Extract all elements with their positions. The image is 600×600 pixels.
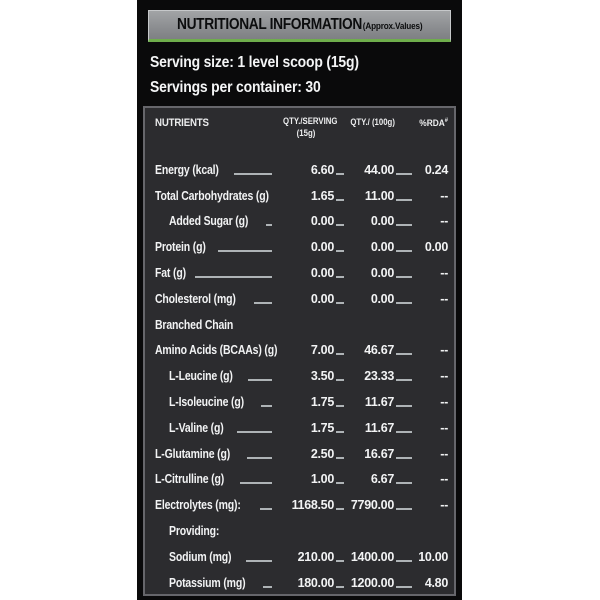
rda-percent-value: -- [440, 369, 448, 384]
leader-line [336, 457, 344, 459]
nutrient-label-cell [155, 369, 278, 384]
qty-per-100g-value: 0.00 [370, 291, 394, 306]
leader-line [396, 250, 412, 252]
table-body [155, 152, 448, 591]
leader-line [336, 431, 344, 433]
qty-per-serving-value: 1.75 [310, 394, 334, 409]
table-row [155, 462, 448, 488]
table-row [155, 565, 448, 591]
rda-percent-value: -- [440, 214, 448, 229]
leader-line [396, 560, 412, 562]
qty-per-100g-value: 11.67 [364, 394, 394, 409]
leader-line [396, 379, 412, 381]
qty-per-100g-value: 16.67 [364, 446, 394, 461]
nutrient-label: L-Citrulline (g) [155, 472, 225, 487]
qty-per-serving-value: 1.75 [310, 420, 334, 435]
column-gap [334, 586, 346, 591]
nutrient-label-cell [155, 524, 448, 539]
leader-line [336, 508, 344, 510]
nutrient-label-cell [155, 189, 278, 204]
qty-per-serving-value: 180.00 [297, 575, 334, 590]
leader-line [396, 353, 412, 355]
nutrient-label-cell [155, 240, 278, 255]
qty-per-serving-value: 3.50 [310, 369, 334, 384]
leader-line [396, 431, 412, 433]
rda-label: %RDA [419, 118, 445, 130]
qty-per-100g-value: 1200.00 [350, 575, 394, 590]
nutrient-label: Sodium (mg) [169, 549, 232, 564]
leader-line [336, 586, 344, 588]
nutrient-label: L-Isoleucine (g) [169, 394, 244, 409]
nutrient-label: Branched Chain [155, 317, 234, 332]
leader-line [396, 276, 412, 278]
leader-line [396, 482, 412, 484]
qty-per-serving-value: 0.00 [310, 291, 334, 306]
column-header-qty-100g: QTY./ (100g) [350, 117, 395, 128]
qty-per-serving-value: 0.00 [310, 265, 334, 280]
qty-per-serving-value: 0.00 [310, 240, 334, 255]
rda-percent-value: 0.24 [424, 162, 448, 177]
qty-per-100g-value: 0.00 [370, 265, 394, 280]
nutrient-label-cell [155, 318, 448, 333]
leader-line [336, 560, 344, 562]
leader-line [195, 276, 272, 278]
nutrient-label-cell [155, 395, 278, 410]
qty-per-100g-value: 23.33 [364, 369, 394, 384]
leader-line [261, 405, 272, 407]
rda-percent-value: 4.80 [424, 575, 448, 590]
nutrient-label: Energy (kcal) [155, 162, 219, 177]
nutrient-label-cell [155, 292, 278, 307]
nutritional-information-header-text [177, 16, 422, 34]
nutrients-table [143, 106, 456, 596]
table-row [155, 152, 448, 178]
rda-percent-value: -- [440, 343, 448, 358]
qty-per-serving-value: 1.65 [310, 188, 334, 203]
leader-line [336, 379, 344, 381]
qty-per-serving-value: 7.00 [310, 343, 334, 358]
rda-percent-value: 0.00 [424, 240, 448, 255]
table-row [155, 539, 448, 565]
rda-footnote-marker: # [444, 117, 448, 124]
table-row [155, 204, 448, 230]
leader-line [336, 173, 344, 175]
leader-line [254, 302, 272, 304]
serving-info [150, 50, 462, 100]
qty-per-100g-value: 11.00 [364, 188, 394, 203]
column-header-rda [418, 116, 448, 129]
nutrient-label: Providing: [169, 523, 220, 538]
leader-line [396, 224, 412, 226]
nutrient-label-cell [155, 576, 278, 591]
leader-line [240, 482, 272, 484]
qty-per-100g-value: 0.00 [370, 240, 394, 255]
nutrient-label-cell [155, 163, 278, 178]
table-row [155, 333, 448, 359]
nutrient-label: Amino Acids (BCAAs) (g) [155, 343, 278, 358]
table-row [155, 358, 448, 384]
leader-line [396, 586, 412, 588]
qty-per-100g-value: 11.67 [364, 420, 394, 435]
nutrient-label: Cholesterol (mg) [155, 291, 236, 306]
nutrient-label: L-Glutamine (g) [155, 446, 231, 461]
serving-size-text: Serving size: 1 level scoop (15g) [150, 54, 359, 71]
label-panel [137, 0, 462, 600]
table-row [155, 229, 448, 255]
leader-line [396, 508, 412, 510]
qty-per-100g-value: 44.00 [364, 162, 394, 177]
leader-line [336, 405, 344, 407]
leader-line [336, 353, 344, 355]
qty-per-serving-value: 0.00 [310, 214, 334, 229]
qty-per-100g-value: 0.00 [370, 214, 394, 229]
leader-line [246, 560, 272, 562]
column-gap [394, 586, 414, 591]
header-subtitle: (Approx.Values) [362, 21, 423, 32]
table-row [155, 281, 448, 307]
qty-per-serving-value: 1.00 [310, 472, 334, 487]
nutrient-label-cell [155, 266, 278, 281]
table-row [155, 307, 448, 333]
nutrient-label-cell [155, 421, 278, 436]
column-header-qty-serving-line1: QTY./SERVING [283, 116, 338, 127]
nutrient-label: Total Carbohydrates (g) [155, 188, 269, 203]
leader-line [237, 431, 272, 433]
qty-per-serving-value: 210.00 [297, 549, 334, 564]
rda-percent-value: -- [440, 265, 448, 280]
rda-percent-value: -- [440, 446, 448, 461]
table-row [155, 255, 448, 281]
table-row [155, 410, 448, 436]
rda-percent-value: -- [440, 420, 448, 435]
nutrient-label-cell [155, 472, 278, 487]
rda-percent-value: 10.00 [418, 549, 448, 564]
table-row [155, 513, 448, 539]
leader-line [336, 302, 344, 304]
nutrient-label: Potassium (mg) [169, 575, 246, 590]
qty-per-serving-value: 2.50 [310, 446, 334, 461]
leader-line [396, 302, 412, 304]
leader-line [218, 250, 272, 252]
nutrient-label: L-Leucine (g) [169, 369, 233, 384]
rda-percent-value: -- [440, 188, 448, 203]
nutrient-label-cell [155, 498, 278, 513]
table-row [155, 436, 448, 462]
leader-line [247, 457, 272, 459]
leader-line [336, 482, 344, 484]
rda-percent-value: -- [440, 472, 448, 487]
column-header-qty-serving [283, 116, 338, 139]
table-header-row [155, 116, 448, 146]
qty-per-100g-value: 7790.00 [350, 498, 394, 513]
nutrient-label: Electrolytes (mg): [155, 498, 241, 513]
leader-line [336, 199, 344, 201]
leader-line [336, 250, 344, 252]
leader-line [336, 224, 344, 226]
rda-percent-value: -- [440, 498, 448, 513]
leader-line [248, 379, 272, 381]
column-header-qty-serving-line2: (15g) [296, 127, 316, 139]
nutrient-label-cell [155, 447, 278, 462]
nutrient-label: Fat (g) [155, 265, 186, 280]
leader-line [396, 173, 412, 175]
nutrient-label: L-Valine (g) [169, 420, 224, 435]
table-row [155, 384, 448, 410]
table-row [155, 178, 448, 204]
qty-per-100g-value: 6.67 [370, 472, 394, 487]
leader-line [396, 457, 412, 459]
qty-per-100g-value: 1400.00 [350, 549, 394, 564]
nutrient-label-cell [155, 214, 278, 229]
leader-line [396, 405, 412, 407]
rda-percent-value: -- [440, 291, 448, 306]
qty-per-serving-value: 6.60 [310, 162, 334, 177]
column-header-nutrients: NUTRIENTS [155, 117, 209, 129]
header-title: NUTRITIONAL INFORMATION [176, 16, 362, 33]
leader-line [336, 276, 344, 278]
leader-line [260, 508, 272, 510]
servings-per-container-text: Servings per container: 30 [150, 79, 321, 96]
leader-line [234, 173, 272, 175]
qty-per-100g-value: 46.67 [364, 343, 394, 358]
nutrient-label: Added Sugar (g) [169, 214, 249, 229]
leader-line [266, 224, 272, 226]
nutrient-label-cell [155, 343, 278, 358]
nutritional-information-header [148, 10, 451, 42]
rda-percent-value: -- [440, 394, 448, 409]
table-row [155, 487, 448, 513]
leader-line [396, 199, 412, 201]
nutrient-label-cell [155, 550, 278, 565]
qty-per-serving-value: 1168.50 [291, 498, 334, 513]
nutrient-label: Protein (g) [155, 240, 206, 255]
leader-line [263, 586, 272, 588]
